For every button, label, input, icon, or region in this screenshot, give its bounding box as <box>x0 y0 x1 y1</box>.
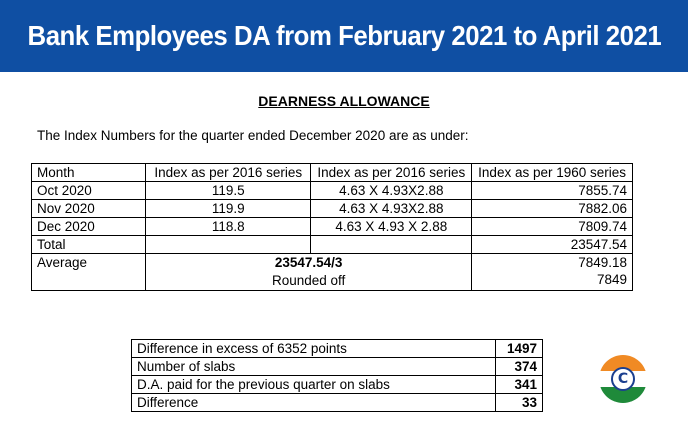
total-row <box>32 236 633 254</box>
row-index-2016: 118.8 <box>146 218 311 236</box>
row-month: Dec 2020 <box>32 218 146 236</box>
row-formula: 4.63 X 4.93X2.88 <box>311 182 472 200</box>
total-empty-a <box>146 236 311 254</box>
total-empty-b <box>311 236 472 254</box>
slab-value: 1497 <box>496 340 543 358</box>
row-formula: 4.63 X 4.93X2.88 <box>311 200 472 218</box>
row-index-1960: 7809.74 <box>472 218 633 236</box>
total-value: 23547.54 <box>472 236 633 254</box>
header-index-2016-b: Index as per 2016 series <box>311 164 472 182</box>
slab-value: 374 <box>496 358 543 376</box>
header-index-1960: Index as per 1960 series <box>472 164 633 182</box>
slab-table <box>131 339 543 412</box>
slab-value: 33 <box>496 394 543 412</box>
row-index-1960: 7882.06 <box>472 200 633 218</box>
section-title: DEARNESS ALLOWANCE <box>258 93 430 109</box>
average-values <box>472 254 633 291</box>
slab-value: 341 <box>496 376 543 394</box>
intro-text: The Index Numbers for the quarter ended December 2020 are as under: <box>37 128 469 143</box>
row-index-2016: 119.5 <box>146 182 311 200</box>
tricolor-logo-icon <box>599 355 647 403</box>
table-row <box>32 182 633 200</box>
total-label: Total <box>32 236 146 254</box>
average-label: Average <box>32 254 146 291</box>
table-row <box>132 358 543 376</box>
average-value: 7849.18 <box>578 255 627 270</box>
index-table-header-row <box>32 164 633 182</box>
average-row <box>32 254 633 291</box>
header-month: Month <box>32 164 146 182</box>
table-row <box>32 218 633 236</box>
banner-title: Bank Employees DA from February 2021 to April 2021 <box>27 20 661 51</box>
table-row <box>32 200 633 218</box>
header-banner <box>0 0 688 72</box>
logo-emblem: C <box>611 367 635 391</box>
average-note: Rounded off <box>271 273 346 288</box>
index-table <box>31 163 633 291</box>
table-row <box>132 376 543 394</box>
table-row <box>132 394 543 412</box>
table-row <box>132 340 543 358</box>
average-formula: 23547.54/3 <box>274 255 343 270</box>
slab-label: Difference in excess of 6352 points <box>132 340 496 358</box>
row-index-2016: 119.9 <box>146 200 311 218</box>
row-month: Nov 2020 <box>32 200 146 218</box>
row-formula: 4.63 X 4.93 X 2.88 <box>311 218 472 236</box>
slab-label: Number of slabs <box>132 358 496 376</box>
row-index-1960: 7855.74 <box>472 182 633 200</box>
average-calculation <box>146 254 472 291</box>
slab-label: Difference <box>132 394 496 412</box>
row-month: Oct 2020 <box>32 182 146 200</box>
slab-label: D.A. paid for the previous quarter on slabs <box>132 376 496 394</box>
average-rounded: 7849 <box>596 272 627 287</box>
header-index-2016-a: Index as per 2016 series <box>146 164 311 182</box>
